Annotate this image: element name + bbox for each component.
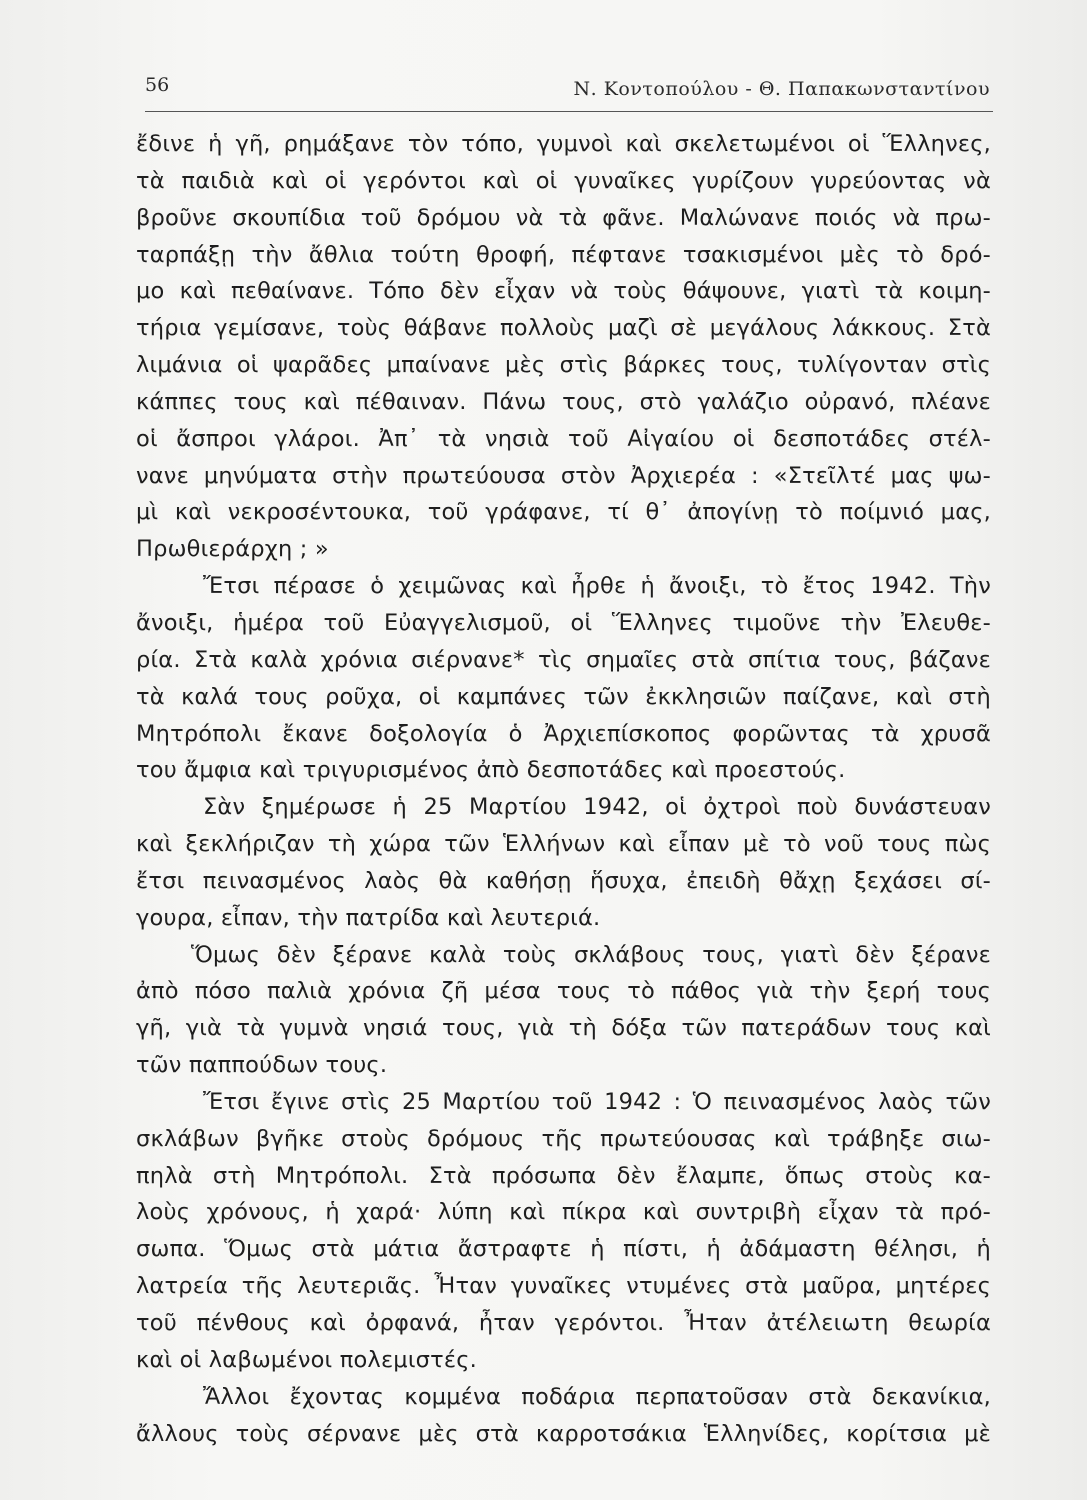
page-header (145, 70, 990, 110)
header-rule (145, 111, 993, 112)
paragraph-start: Ἄλλοι ἔχοντας κομμένα ποδάρια περπατοῦσαν στὰ δεκανίκια, (203, 1383, 991, 1410)
text-line: Πρωθιεράρχη ; » (136, 536, 329, 563)
text-line: ἔτσι πεινασμένος λαὸς θὰ καθήσῃ ἥσυχα, ἐπειδὴ θἄχῃ ξεχάσει σί- (136, 867, 991, 894)
text-line: καὶ οἱ λαβωμένοι πολεμιστές. (136, 1346, 477, 1373)
text-line: ταρπάξῃ τὴν ἄθλια τούτη θροφή, πέφτανε τσακισμένοι μὲς τὸ δρό- (136, 241, 991, 268)
text-line: του ἄμφια καὶ τριγυρισμένος ἀπὸ δεσποτάδες καὶ προεστούς. (136, 757, 846, 784)
text-line: καὶ ξεκλήριζαν τὴ χώρα τῶν Ἑλλήνων καὶ εἶπαν μὲ τὸ νοῦ τους πὼς (136, 831, 991, 858)
text-line: νανε μηνύματα στὴν πρωτεύουσα στὸν Ἀρχιερέα : «Στεῖλτέ μας ψω- (136, 462, 991, 489)
paragraph-start: Ὅμως δὲν ξέρανε καλὰ τοὺς σκλάβους τους, γιατὶ δὲν ξέρανε (191, 941, 991, 968)
text-line: βροῦνε σκουπίδια τοῦ δρόμου νὰ τὰ φᾶνε. Μαλώνανε ποιός νὰ πρω- (136, 204, 991, 231)
text-line: μο καὶ πεθαίνανε. Τόπο δὲν εἶχαν νὰ τοὺς θάψουνε, γιατὶ τὰ κοιμη- (136, 278, 991, 305)
paragraph-start: Ἔτσι πέρασε ὁ χειμῶνας καὶ ἦρθε ἡ ἄνοιξι, τὸ ἔτος 1942. Τὴν (203, 573, 991, 600)
text-line: ἔδινε ἡ γῆ, ρημάξανε τὸν τόπο, γυμνοὶ καὶ σκελετωμένοι οἱ Ἕλληνες, (136, 131, 991, 157)
paragraph-start: Σὰν ξημέρωσε ἡ 25 Μαρτίου 1942, οἱ ὀχτροὶ ποὺ δυνάστευαν (203, 794, 991, 821)
text-line: τήρια γεμίσανε, τοὺς θάβανε πολλοὺς μαζὶ σὲ μεγάλους λάκκους. Στὰ (136, 315, 991, 342)
text-line: τὰ καλά τους ροῦχα, οἱ καμπάνες τῶν ἐκκλησιῶν παίζανε, καὶ στὴ (136, 683, 991, 710)
text-line: τοῦ πένθους καὶ ὀρφανά, ἦταν γερόντοι. Ἦταν ἀτέλειωτη θεωρία (136, 1310, 991, 1336)
text-line: τὰ παιδιὰ καὶ οἱ γερόντοι καὶ οἱ γυναῖκες γυρίζουν γυρεύοντας νὰ (136, 167, 991, 194)
paragraph-start: Ἔτσι ἔγινε στὶς 25 Μαρτίου τοῦ 1942 : Ὁ πεινασμένος λαὸς τῶν (203, 1088, 991, 1115)
text-line: ἄνοιξι, ἡμέρα τοῦ Εὐαγγελισμοῦ, οἱ Ἕλληνες τιμοῦνε τὴν Ἐλευθε- (136, 609, 991, 636)
text-line: σωπα. Ὅμως στὰ μάτια ἄστραφτε ἡ πίστι, ἡ ἀδάμαστη θέλησι, ἡ (136, 1236, 991, 1263)
text-line: λιμάνια οἱ ψαρᾶδες μπαίνανε μὲς στὶς βάρκες τους, τυλίγονταν στὶς (136, 352, 991, 379)
text-line: γῆ, γιὰ τὰ γυμνὰ νησιά τους, γιὰ τὴ δόξα τῶν πατεράδων τους καὶ (136, 1015, 991, 1042)
text-line: σκλάβων βγῆκε στοὺς δρόμους τῆς πρωτεύουσας καὶ τράβηξε σιω- (136, 1125, 991, 1152)
page-number: 56 (145, 74, 170, 96)
text-line: οἱ ἄσπροι γλάροι. Ἀπ᾿ τὰ νησιὰ τοῦ Αἰγαίου οἱ δεσποτάδες στέλ- (136, 425, 991, 452)
text-line: ρία. Στὰ καλὰ χρόνια σιέρνανε* τὶς σημαῖες στὰ σπίτια τους, βάζανε (136, 646, 991, 673)
text-line: τῶν παππούδων τους. (136, 1052, 388, 1079)
text-line: πηλὰ στὴ Μητρόπολι. Στὰ πρόσωπα δὲν ἔλαμπε, ὅπως στοὺς κα- (136, 1162, 991, 1189)
text-line: λοὺς χρόνους, ἡ χαρά· λύπη καὶ πίκρα καὶ συντριβὴ εἶχαν τὰ πρό- (136, 1199, 991, 1226)
text-line: λατρεία τῆς λευτεριᾶς. Ἦταν γυναῖκες ντυμένες στὰ μαῦρα, μητέρες (136, 1273, 991, 1300)
text-line: Μητρόπολι ἔκανε δοξολογία ὁ Ἀρχιεπίσκοπος φορῶντας τὰ χρυσᾶ (136, 720, 991, 747)
running-head-authors: Ν. Κοντοπούλου - Θ. Παπακωνσταντίνου (573, 78, 990, 100)
body-text (136, 126, 991, 1452)
text-line: ἀπὸ πόσο παλιὰ χρόνια ζῆ μέσα τους τὸ πάθος γιὰ τὴν ξερή τους (136, 978, 991, 1005)
text-line: ἄλλους τοὺς σέρνανε μὲς στὰ καρροτσάκια Ἑλληνίδες, κορίτσια μὲ (136, 1420, 991, 1447)
text-line: κάππες τους καὶ πέθαιναν. Πάνω τους, στὸ γαλάζιο οὐρανό, πλέανε (136, 388, 991, 415)
text-line: μὶ καὶ νεκροσέντουκα, τοῦ γράφανε, τί θ᾿ ἀπογίνῃ τὸ ποίμνιό μας, (136, 499, 991, 526)
text-line: γουρα, εἶπαν, τὴν πατρίδα καὶ λευτεριά. (136, 904, 601, 931)
